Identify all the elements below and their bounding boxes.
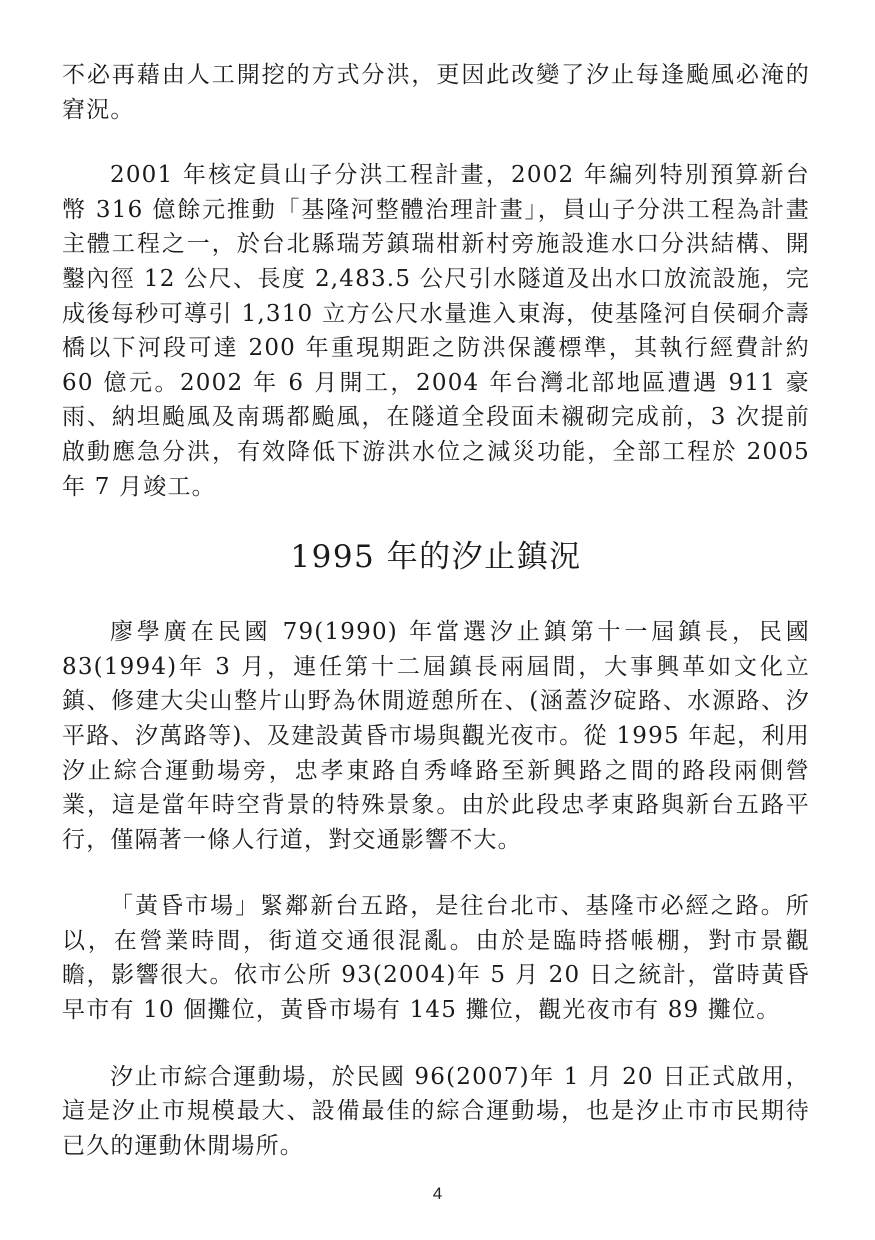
- paragraph-yuanshanzi-project: 2001 年核定員山子分洪工程計畫，2002 年編列特別預算新台幣 316 億餘元推動「基隆河整體治理計畫」，員山子分洪工程為計畫主體工程之一，於台北縣瑞芳鎮瑞柑新村旁施設進水口分洪結構、開鑿內徑 12 公尺、長度 2,483.5 公尺引水隧道及出水口放流設施，完成後每秒可導引 1,310 立方公尺水量進入東海，使基隆河自侯硐介壽橋以下河段可達 200 年重現期距之防洪保護標準，其執行經費計約 60 億元。2002 年 6 月開工，2004 年台灣北部地區遭遇 911 豪雨、納坦颱風及南瑪都颱風，在隧道全段面未襯砌完成前，3 次提前啟動應急分洪，有效降低下游洪水位之減災功能，全部工程於 2005 年 7 月竣工。: [62, 162, 810, 500]
- document-body: [62, 58, 810, 1163]
- section-title: 1995 年的汐止鎮況: [290, 539, 582, 576]
- paragraph-evening-market: 「黃昏市場」緊鄰新台五路，是往台北市、基隆市必經之路。所以，在營業時間，街道交通很混亂。由於是臨時搭帳棚，對市景觀瞻，影響很大。依市公所 93(2004)年 5 月 20 日之統計，當時黃昏早市有 10 個攤位，黃昏市場有 145 攤位，觀光夜市有 89 攤位。: [62, 893, 810, 1024]
- paragraph-continuation: 不必再藉由人工開挖的方式分洪，更因此改變了汐止每逢颱風必淹的窘況。: [62, 62, 810, 123]
- page-number: 4: [432, 1184, 443, 1203]
- paragraph-liao-xueguang: 廖學廣在民國 79(1990) 年當選汐止鎮第十一屆鎮長，民國 83(1994)年 3 月，連任第十二屆鎮長兩屆間，大事興革如文化立鎮、修建大尖山整片山野為休閒遊憩所在、(涵蓋汐碇路、水源路、汐平路、汐萬路等)、及建設黃昏市場與觀光夜市。從 1995 年起，利用汐止綜合運動場旁，忠孝東路自秀峰路至新興路之間的路段兩側營業，這是當年時空背景的特殊景象。由於此段忠孝東路與新台五路平行，僅隔著一條人行道，對交通影響不大。: [62, 619, 810, 853]
- paragraph-sports-field: 汐止市綜合運動場，於民國 96(2007)年 1 月 20 日正式啟用，這是汐止市規模最大、設備最佳的綜合運動場，也是汐止市市民期待已久的運動休閒場所。: [62, 1063, 810, 1159]
